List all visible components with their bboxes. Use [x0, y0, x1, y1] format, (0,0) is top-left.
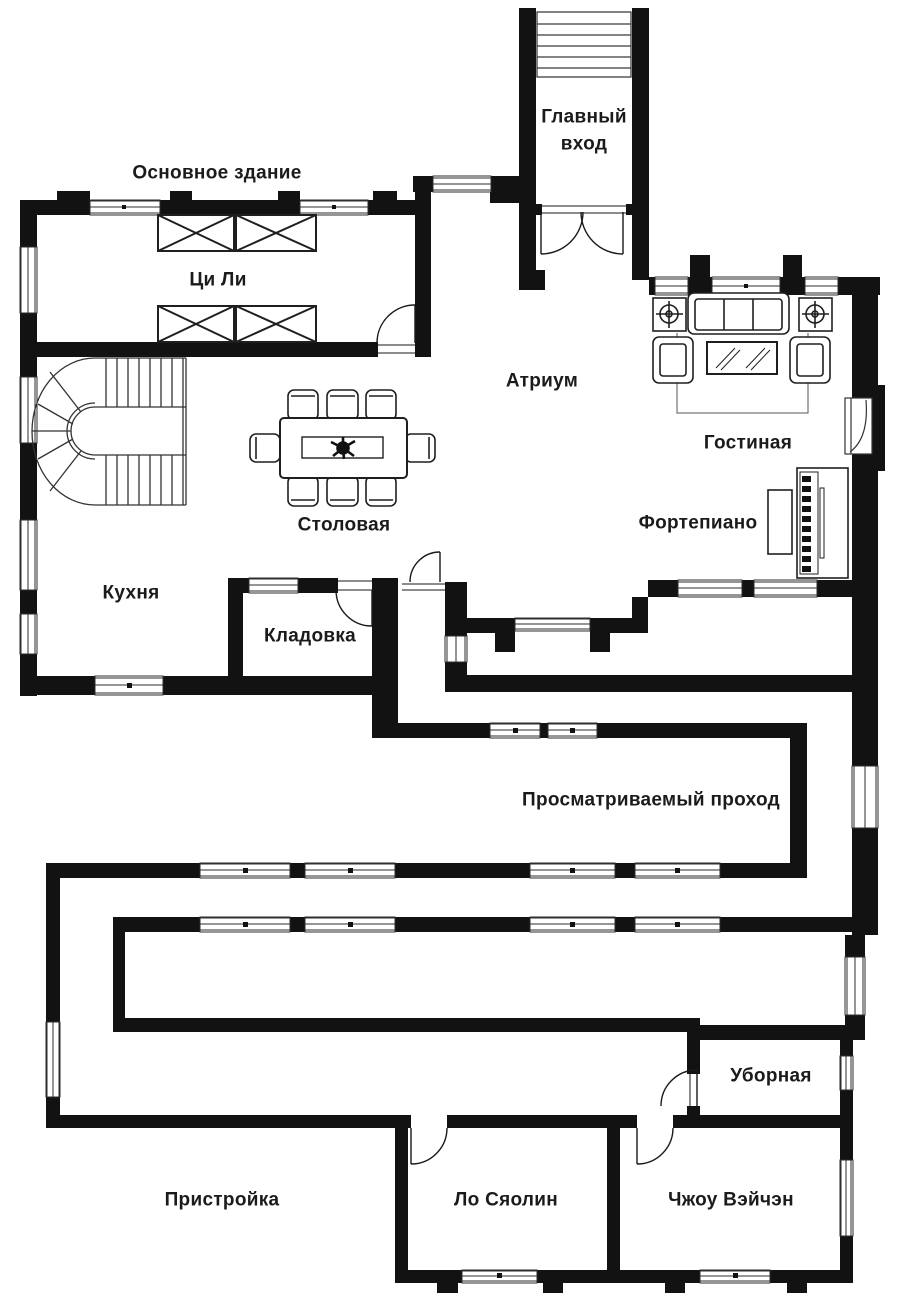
entrance-steps [537, 12, 631, 77]
luo-door [411, 1128, 447, 1164]
staircase [32, 358, 186, 505]
label-kitchen: Кухня [102, 582, 160, 604]
toilet-door [661, 1070, 697, 1106]
coffee-table [707, 342, 777, 374]
label-main-building: Основное здание [132, 162, 302, 184]
label-annex: Пристройка [164, 1189, 280, 1211]
label-living-room: Гостиная [703, 432, 793, 454]
label-qi-li: Ци Ли [189, 269, 247, 291]
label-room-zhou: Чжоу Вэйчэн [668, 1189, 794, 1211]
side-table-left [653, 298, 686, 331]
label-storage: Кладовка [263, 625, 357, 647]
dining-set [250, 390, 435, 506]
sofa [688, 293, 789, 334]
side-table-right [799, 298, 832, 331]
living-room-set [653, 293, 832, 413]
piano [768, 468, 848, 578]
zhou-door [637, 1128, 673, 1164]
label-toilet: Уборная [730, 1065, 812, 1087]
label-entrance: Главный вход [541, 106, 627, 154]
storage-door [336, 581, 372, 626]
label-piano: Фортепиано [638, 512, 758, 534]
armchair-left [653, 337, 693, 383]
label-atrium: Атриум [505, 370, 579, 392]
qili-door [377, 305, 415, 353]
label-room-luo: Ло Сяолин [453, 1189, 559, 1211]
armchair-right [790, 337, 830, 383]
label-corridor: Просматриваемый проход [521, 789, 781, 811]
passage-door [402, 552, 445, 590]
piano-bench [768, 490, 792, 554]
label-dining-room: Столовая [297, 514, 391, 536]
piano-music-rack [820, 488, 824, 558]
east-wall-niche [845, 398, 872, 454]
entrance-double-door [536, 204, 632, 254]
